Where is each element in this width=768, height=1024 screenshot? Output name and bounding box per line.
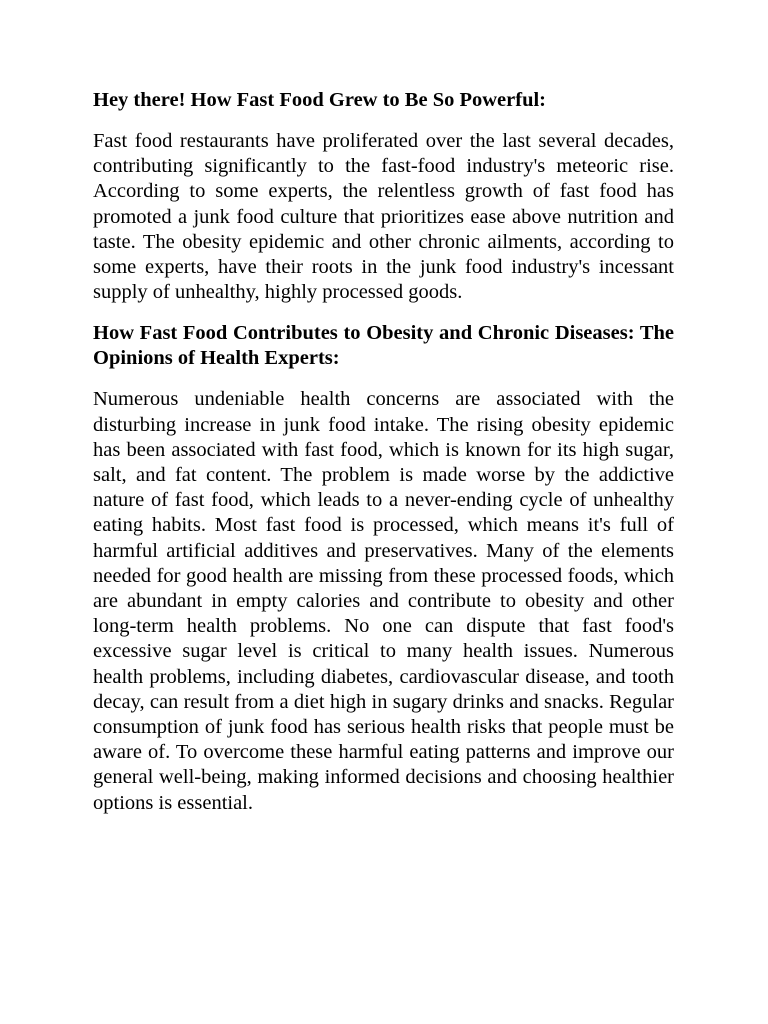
section-heading-health-experts: How Fast Food Contributes to Obesity and Chronic Diseases: The Opinions of Health Experts: — [93, 322, 674, 370]
document-page — [93, 88, 674, 832]
section-paragraph-fast-food-growth: Fast food restaurants have proliferated over the last several decades, contributing significantly to the fast-food industry's meteoric rise. According to some experts, the relentless growth of fast food has promoted a junk food culture that prioritizes ease above nutrition and taste. The obesity epidemic and other chronic ailments, according to some experts, have their roots in the junk food industry's incessant supply of unhealthy, highly processed goods. — [93, 130, 674, 304]
section-paragraph-health-experts: Numerous undeniable health concerns are associated with the disturbing increase in junk food intake. The rising obesity epidemic has been associated with fast food, which is known for its high sugar, salt, and fat content. The problem is made worse by the addictive nature of fast food, which leads to a never-ending cycle of unhealthy eating habits. Most fast food is processed, which means it's full of harmful artificial additives and preservatives. Many of the elements needed for good health are missing from these processed foods, which are abundant in empty calories and contribute to obesity and other long-term health problems. No one can dispute that fast food's excessive sugar level is critical to many health issues. Numerous health problems, including diabetes, cardiovascular disease, and tooth decay, can result from a diet high in sugary drinks and snacks. Regular consumption of junk food has serious health risks that people must be aware of. To overcome these harmful eating patterns and improve our general well-being, making informed decisions and choosing healthier options is essential. — [93, 388, 674, 814]
section-heading-fast-food-growth: Hey there! How Fast Food Grew to Be So Powerful: — [93, 89, 547, 111]
